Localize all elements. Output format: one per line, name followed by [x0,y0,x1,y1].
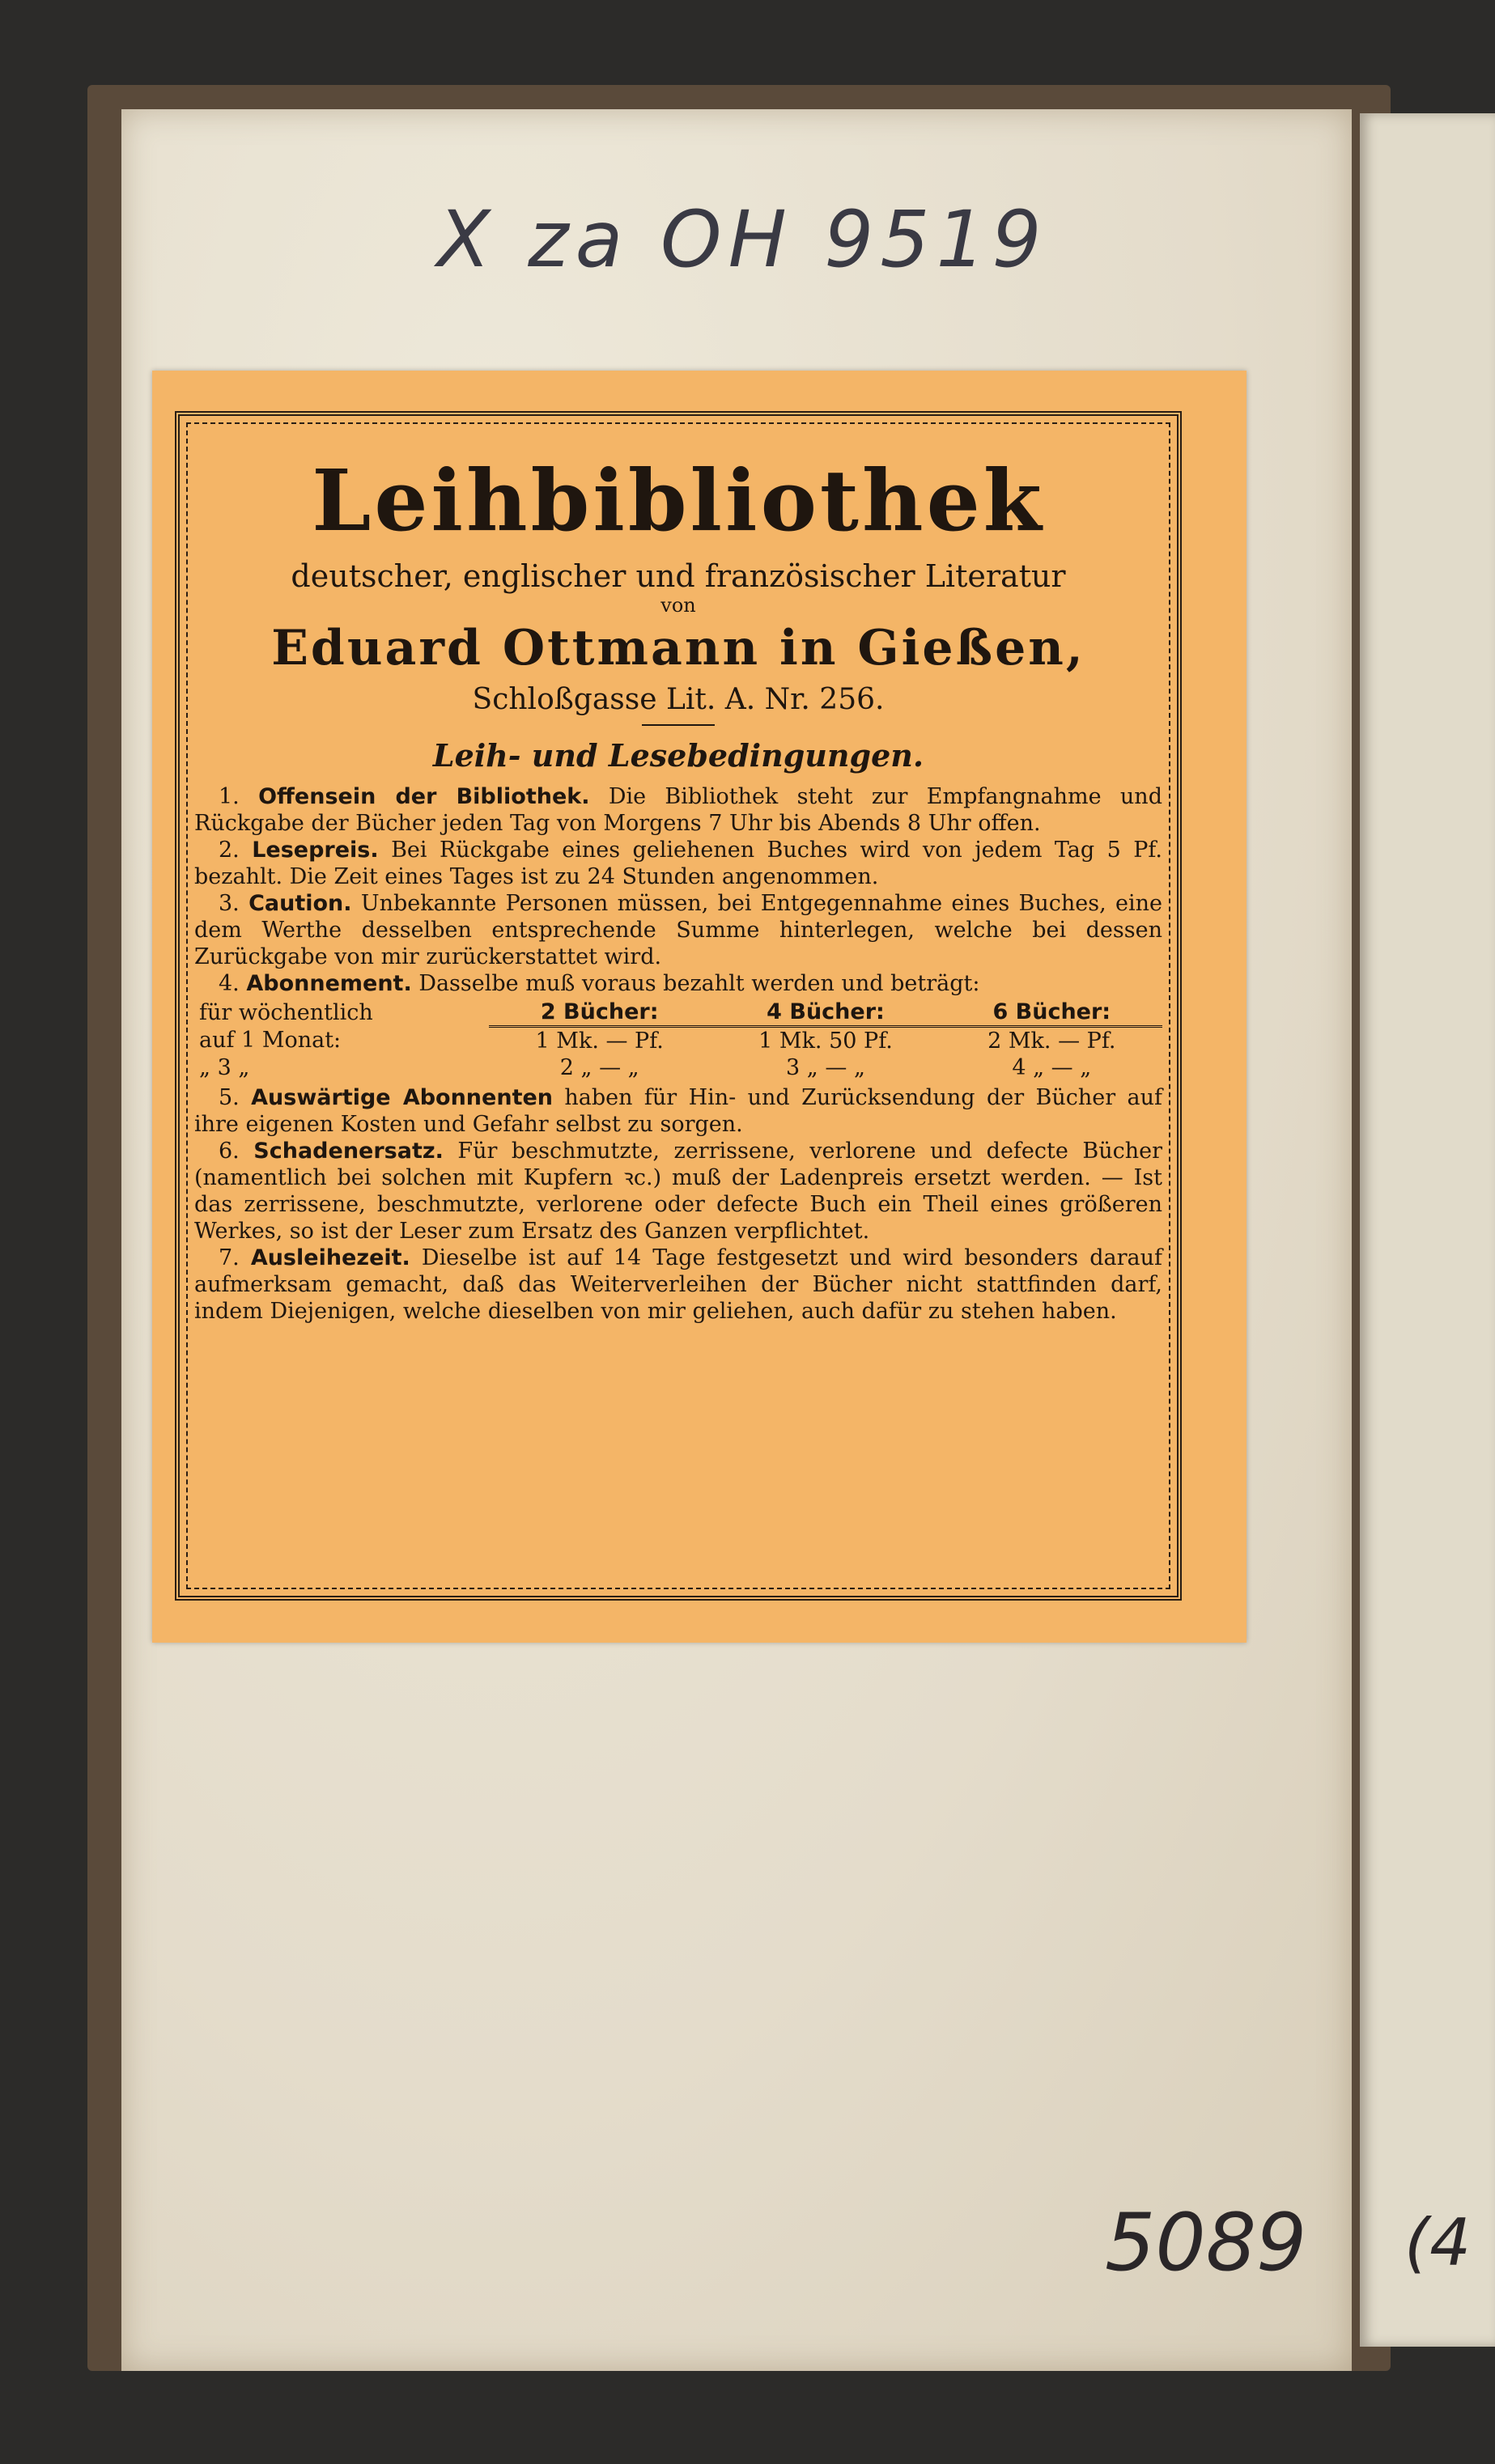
conditions-title: Leih- und Lesebedingungen. [432,737,924,774]
divider [642,724,715,726]
handwritten-fragment: (4 [1404,2205,1472,2280]
clause-5: 5. Auswärtige Abonnenten haben für Hin- und Zurücksendung der Bücher auf ihre eigenen Kosten und Gefahr selbst zu sorgen. [194,1085,1162,1137]
rate-col-2: 2 Bücher: [489,999,710,1027]
clause-1: 1. Offensein der Bibliothek. Die Bibliothek steht zur Empfangnahme und Rückgabe der Bücher jeden Tag von Morgens 7 Uhr bis Abends 8 Uhr offen. [194,784,1162,836]
clause-2: 2. Lesepreis. Bei Rückgabe eines geliehenen Buches wird von jedem Tag 5 Pf. bezahlt. Die Zeit eines Tages ist zu 24 Stunden angenommen. [194,838,1162,889]
clause-6: 6. Schadenersatz. Für beschmutzte, zerrissene, verlorene und defecte Bücher (namentlich bei solchen mit Kupfern ꝛc.) muß der Ladenpreis ersetzt werden. — Ist das zerrissene, beschmutzte, verlorene oder defecte Buch ein Theil eines größeren Werkes, so ist der Leser zum Ersatz des Ganzen verpflichtet. [194,1139,1162,1244]
label-title: Leihbibliothek [312,451,1045,550]
library-label [152,371,1247,1643]
rate-col-6: 6 Bücher: [941,999,1162,1027]
rate-col-4: 4 Bücher: [710,999,941,1027]
label-owner: Eduard Ottmann in Gießen, [271,620,1085,676]
label-address: Schloßgasse Lit. A. Nr. 256. [472,683,885,716]
clause-3: 3. Caution. Unbekannte Personen müssen, bei Entgegennahme eines Buches, eine dem Werthe desselben entsprechende Summe hinterlegen, welche bei dessen Zurückgabe von mir zurückerstattet wird. [194,891,1162,969]
rate-header-label: für wöchentlich [199,999,373,1025]
handwritten-shelfmark: X za OH 9519 [437,194,1048,285]
rate-table [194,999,1162,1081]
label-subtitle: deutscher, englischer und französischer Literatur [291,558,1066,594]
ornamental-border [175,411,1182,1601]
rate-row: „ 3 „ 2 „ — „ 3 „ — „ 4 „ — „ [199,1055,1092,1080]
flyleaf-edge [1360,113,1495,2347]
label-von: von [660,594,696,617]
rate-row: auf 1 Monat: 1 Mk. — Pf. 1 Mk. 50 Pf. 2 Mk. — Pf. [199,1028,1116,1054]
handwritten-inventory-number: 5089 [1105,2197,1307,2289]
clause-4: 4. Abonnement. Dasselbe muß voraus bezahlt werden und beträgt: [219,971,980,996]
clause-7: 7. Ausleihezeit. Dieselbe ist auf 14 Tage festgesetzt und wird besonders darauf aufmerksam gemacht, daß das Weiterverleihen der Bücher nicht stattfinden darf, indem Diejenigen, welche dieselben von mir geliehen, auch dafür zu stehen haben. [194,1245,1162,1324]
